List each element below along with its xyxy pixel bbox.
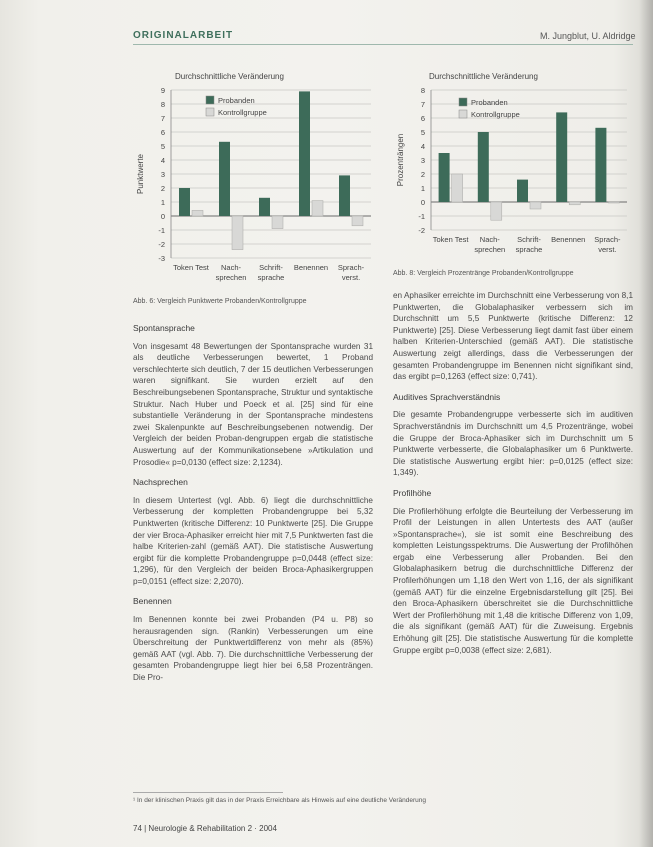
legend-label: Kontrollgruppe xyxy=(471,110,520,119)
figure-caption-right: Abb. 8: Vergleich Prozentränge Probanden/Kontrollgruppe xyxy=(393,270,574,277)
x-tick-label: Benennen xyxy=(293,263,329,272)
x-tick-label: Sprach- xyxy=(337,263,365,272)
y-tick-label: -2 xyxy=(418,226,425,235)
y-tick-label: 2 xyxy=(160,184,165,193)
legend-swatch xyxy=(206,96,214,104)
y-tick-label: 0 xyxy=(160,212,165,221)
bar-probanden xyxy=(179,188,190,216)
chart-prozentraenge-svg xyxy=(393,68,633,270)
y-tick-label: -1 xyxy=(418,212,425,221)
y-axis-label: Prozenträngen xyxy=(396,133,405,187)
bar-probanden xyxy=(339,175,350,216)
chart-title: Durchschnittliche Veränderung xyxy=(175,72,284,81)
legend-label: Kontrollgruppe xyxy=(218,108,267,117)
y-axis-label: Punktwerte xyxy=(136,153,145,195)
paragraph: In diesem Untertest (vgl. Abb. 6) liegt die durchschnittliche Verbesserung der kompletten Probandengruppe bei 5,32 Punktwerten (kritische Differenz: 10 Punktwerte [25]. Die Gruppe der vier Broca-Aphasiker erreicht hier mit 7,5 Punktwerten fast die halbe Kriterien-zahl (gemäß AAT). Die statistische Auswertung ergibt für die komplette Probandengruppe p=0,0448 (effect size: 1,296), für den Vergleich der beiden Broca-Aphasikergruppen p=0,0151 (effect size: 2,2070). xyxy=(133,495,373,586)
x-tick-label: Schrift- xyxy=(517,235,541,244)
header-rule xyxy=(133,44,633,45)
bar-probanden xyxy=(219,142,230,216)
legend-label: Probanden xyxy=(218,96,255,105)
bar-probanden xyxy=(259,198,270,216)
chart-title: Durchschnittliche Veränderung xyxy=(429,72,538,81)
bar-probanden xyxy=(478,132,489,202)
y-tick-label: 1 xyxy=(420,184,425,193)
x-tick-label: sprache xyxy=(257,273,285,282)
chart-prozentraenge xyxy=(393,68,633,270)
footnote-rule xyxy=(133,792,283,793)
page-gutter-shadow xyxy=(639,0,653,847)
bar-kontrollgruppe xyxy=(232,216,243,250)
section-heading: Auditives Sprachverständnis xyxy=(393,391,501,402)
y-tick-label: 5 xyxy=(420,128,425,137)
x-tick-label: verst. xyxy=(598,245,617,254)
y-tick-label: 8 xyxy=(160,100,165,109)
page-footer: 74 | Neurologie & Rehabilitation 2 · 2004 xyxy=(133,824,277,833)
section-heading: Nachsprechen xyxy=(133,477,188,488)
paragraph: Die gesamte Probandengruppe verbesserte sich im auditiven Sprachverständnis im Durchschnitt um 4,5 Prozentränge, wobei die Gruppe der Broca-Aphasiker sich im Durchschnitt um 5 Punktwerte verbesserte, die Globalaphasiker um 6 Punktwerte. Die statistische Auswertung ergibt hier: p=0,0125 (effect size: 1,349). xyxy=(393,410,633,478)
section-heading: Spontansprache xyxy=(133,323,195,333)
footnote: ¹ In der klinischen Praxis gilt das in der Praxis Erreichbare als Hinweis auf eine deutliche Veränderung xyxy=(133,797,427,804)
bar-kontrollgruppe xyxy=(569,202,580,205)
y-tick-label: -2 xyxy=(158,240,165,249)
paragraph: Im Benennen konnte bei zwei Probanden (P4 u. P8) so herausragenden sign. (Rankin) Verbesserungen um eine Überschreitung der Punktwertdifferenz von mehr als (85%) gemäß AAT (vgl. Abb. 7). Die durchschnittliche Verbesserung der gesamten Probandengruppe liegt hier bei 6,58 Prozenträngen. Die Pro- xyxy=(133,615,373,683)
y-tick-label: 7 xyxy=(420,100,425,109)
bar-kontrollgruppe xyxy=(608,202,619,203)
paragraph: Von insgesamt 48 Bewertungen der Spontansprache wurden 31 als deutliche Verbesserungen bewertet, 1 Proband verschlechterte sich deutlich, 7 der 15 deutlichen Verbesserungen waren signifikant. Sie wurden erzielt auf den Beschreibungsebenen Spontansprache, Struktur und syntaktische Struktur. Nach Huber und Poeck et al. [25] sind für eine substantielle Veränderung in der Spontansprache mindestens zwei Skalenpunkte auf Beschreibungsebenen notwendig. Der Vergleich der beiden Proban-dengruppen ergab die statistische Auswertung auf der Kommunikationsebene »Artikulation und Prosodie« p=0,0130 (effect size: 2,1234). xyxy=(133,341,373,467)
x-tick-label: Schrift- xyxy=(259,263,283,272)
bar-kontrollgruppe xyxy=(192,210,203,216)
bar-kontrollgruppe xyxy=(491,202,502,220)
section-heading: Benennen xyxy=(133,596,172,607)
bar-kontrollgruppe xyxy=(272,216,283,229)
bar-kontrollgruppe xyxy=(530,202,541,209)
x-tick-label: verst. xyxy=(341,273,361,282)
x-tick-label: sprache xyxy=(515,245,543,254)
chart-punktwerte xyxy=(133,68,378,290)
bar-probanden xyxy=(517,180,528,202)
x-tick-label: Nach- xyxy=(220,263,242,272)
y-tick-label: 0 xyxy=(420,198,425,207)
y-tick-label: 6 xyxy=(420,114,425,123)
x-tick-label: Benennen xyxy=(551,235,586,244)
y-tick-label: 9 xyxy=(160,86,165,95)
x-tick-label: sprechen xyxy=(215,273,247,282)
y-tick-label: 7 xyxy=(160,114,165,123)
y-tick-label: 8 xyxy=(420,86,425,95)
text-column-left xyxy=(133,314,373,684)
y-tick-label: -1 xyxy=(158,226,165,235)
x-tick-label: Sprach- xyxy=(594,235,621,244)
running-header-section: ORIGINALARBEIT xyxy=(133,30,234,41)
figure-caption-left: Abb. 6: Vergleich Punktwerte Probanden/Kontrollgruppe xyxy=(133,298,307,305)
y-tick-label: -3 xyxy=(158,254,165,263)
y-tick-label: 5 xyxy=(160,142,165,151)
bar-kontrollgruppe xyxy=(352,216,363,226)
x-tick-label: sprechen xyxy=(474,245,506,254)
text-column-right xyxy=(393,290,633,656)
y-tick-label: 4 xyxy=(420,142,425,151)
section-heading: Profilhöhe xyxy=(393,487,432,498)
x-tick-label: Token Test xyxy=(432,235,469,244)
legend-swatch xyxy=(206,108,214,116)
y-tick-label: 3 xyxy=(420,156,425,165)
paragraph: en Aphasiker erreichte im Durchschnitt eine Verbesserung von 8,1 Punktwerten, die Globalaphasiker verbessern sich im Durchschnitt um 5,5 Punktwerte (kritische Differenz: 12 Punktwerte) [25]. Diese Verbesserung liegt damit fast über einem halben Kriterien-Unterschied (gemäß AAT). Die statistische Auswertung zeigt allerdings, dass die Verbesserungen der gesamten Probandengruppe im Benennen nicht signifikant sind, das ergibt p=0,1263 (effect size: 0,741). xyxy=(393,291,633,382)
legend-swatch xyxy=(459,110,467,118)
x-tick-label: Token Test xyxy=(173,263,209,272)
y-tick-label: 4 xyxy=(160,156,165,165)
bar-kontrollgruppe xyxy=(452,174,463,202)
x-tick-label: Nach- xyxy=(479,235,500,244)
bar-probanden xyxy=(439,153,450,202)
y-tick-label: 2 xyxy=(420,170,425,179)
legend-label: Probanden xyxy=(471,98,508,107)
running-header-authors: M. Jungblut, U. Aldridge xyxy=(540,31,636,41)
bar-probanden xyxy=(595,128,606,202)
bar-probanden xyxy=(556,112,567,202)
y-tick-label: 1 xyxy=(160,198,165,207)
legend-swatch xyxy=(459,98,467,106)
paragraph: Die Profilerhöhung erfolgte die Beurteilung der Verbesserung im Profil der Leistungen in allen Untertests des AAT (außer »Spontansprache«), sie ist somit eine Beschreibung des kompletten Leistungsspektrums. Die Auswertung der Profilhöhen ergab eine Verbesserung aller Probanden. Bei den Globalaphasikern betrug die durchschnittliche Differenz der Profilerhöhungen um 1,18 den Wert von 1,16, der als signifikant (gemäß AAT) für die einzelne Ergebnisdarstellung gilt [25]. Bei den Broca-Aphasikern überschreitet sie die Durchschnittliche Wert der Profilerhöhung mit 1,48 die kritische Differenz von 1,09, die als signifikant (gemäß AAT) für die Zuweisung. Ergebnis Erhöhung gilt [25]. Die statistische Auswertung für die komplette Gruppe ergibt p=0,0038 (effect size: 2,681). xyxy=(393,506,633,655)
bar-probanden xyxy=(299,91,310,216)
y-tick-label: 3 xyxy=(160,170,165,179)
bar-kontrollgruppe xyxy=(312,201,323,216)
chart-punktwerte-svg xyxy=(133,68,378,290)
y-tick-label: 6 xyxy=(160,128,165,137)
